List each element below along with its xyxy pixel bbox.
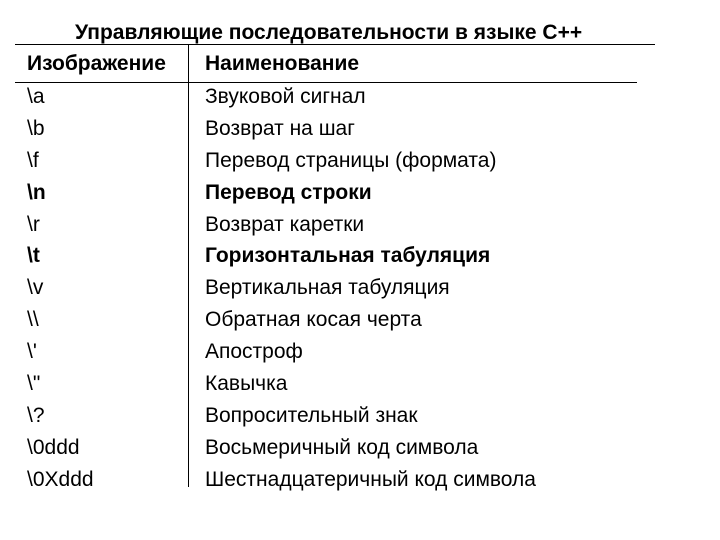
name-cell: Звуковой сигнал bbox=[205, 85, 366, 108]
table-row bbox=[0, 368, 720, 400]
table-row bbox=[0, 336, 720, 368]
slide-title: Управляющие последовательности в языке C++ bbox=[75, 21, 583, 44]
name-cell: Восьмеричный код символа bbox=[205, 435, 479, 459]
sequence-cell: \r bbox=[27, 212, 40, 236]
table-row bbox=[0, 400, 720, 432]
name-cell: Вертикальная табуляция bbox=[205, 276, 450, 300]
sequence-cell: \t bbox=[27, 244, 40, 268]
table-row bbox=[0, 145, 720, 177]
name-cell: Апостроф bbox=[205, 340, 303, 364]
table-row bbox=[0, 272, 720, 304]
name-cell: Горизонтальная табуляция bbox=[205, 244, 491, 268]
name-cell: Возврат каретки bbox=[205, 212, 365, 236]
sequence-cell: \' bbox=[27, 340, 37, 364]
table-row bbox=[0, 432, 720, 464]
name-cell: Перевод страницы (формата) bbox=[205, 148, 497, 172]
sequence-cell: \n bbox=[27, 180, 46, 204]
table-row bbox=[0, 209, 720, 241]
header-sequence: Изображение bbox=[27, 52, 166, 75]
name-cell: Шестнадцатеричный код символа bbox=[205, 467, 536, 491]
table-row bbox=[0, 304, 720, 336]
name-cell: Обратная косая черта bbox=[205, 308, 422, 332]
sequence-cell: \0ddd bbox=[27, 435, 80, 459]
sequence-cell: \" bbox=[27, 372, 41, 396]
table-row bbox=[0, 177, 720, 209]
sequence-cell: \v bbox=[27, 276, 44, 300]
name-cell: Перевод строки bbox=[205, 180, 372, 204]
table-top-rule bbox=[15, 44, 655, 45]
sequence-cell: \\ bbox=[27, 308, 39, 332]
table-row bbox=[0, 464, 720, 496]
escape-sequence-table bbox=[0, 81, 720, 496]
table-row bbox=[0, 81, 720, 113]
header-name: Наименование bbox=[205, 52, 360, 75]
table-row bbox=[0, 113, 720, 145]
name-cell: Вопросительный знак bbox=[205, 403, 418, 427]
name-cell: Кавычка bbox=[205, 372, 288, 396]
sequence-cell: \0Xddd bbox=[27, 467, 94, 491]
sequence-cell: \f bbox=[27, 148, 39, 172]
table-row bbox=[0, 240, 720, 272]
sequence-cell: \b bbox=[27, 116, 45, 140]
name-cell: Возврат на шаг bbox=[205, 116, 355, 140]
sequence-cell: \? bbox=[27, 403, 45, 427]
sequence-cell: \a bbox=[27, 85, 45, 108]
